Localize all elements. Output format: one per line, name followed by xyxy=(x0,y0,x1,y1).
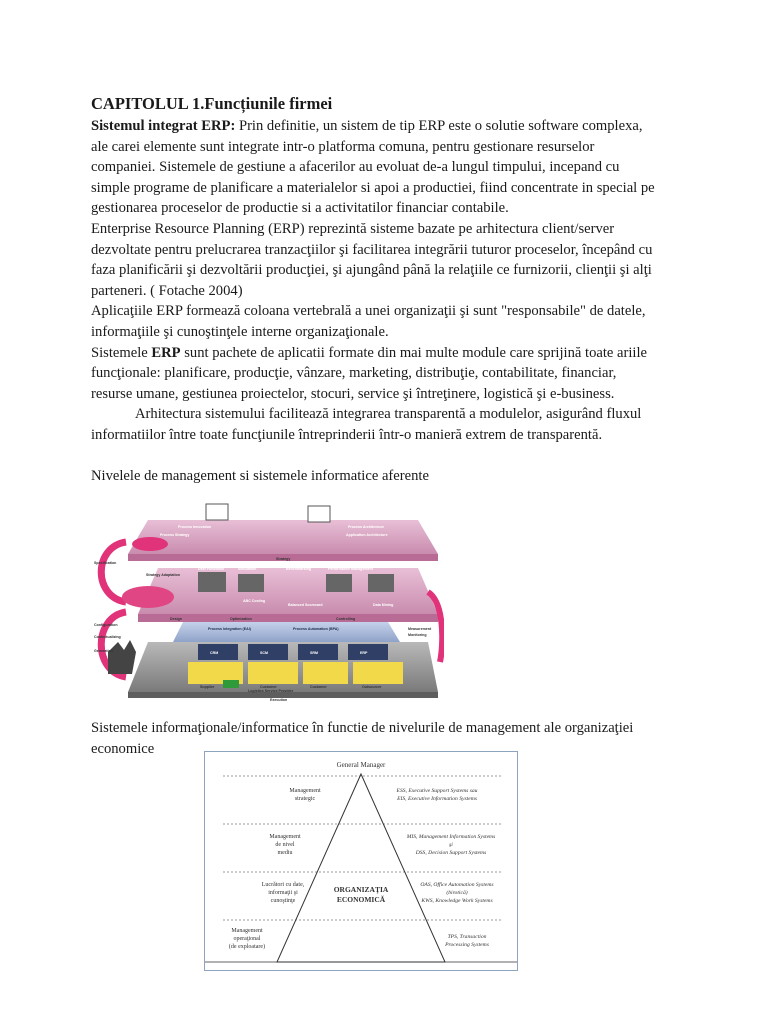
strategy-slab xyxy=(128,520,438,554)
monitor-icon xyxy=(206,504,228,520)
label-crm: CRM xyxy=(210,651,219,655)
svg-text:de nivel: de nivel xyxy=(275,842,295,848)
label-measurement: Measurement xyxy=(408,627,432,631)
svg-text:mediu: mediu xyxy=(277,850,293,856)
paragraph-erp-architecture: Arhitectura sistemului facilitează integrarea transparentă a modulelor, asigurând fluxul informatiilor între toate funcţiunile întreprinderii într-o manieră extrem de transparentă. xyxy=(91,406,642,443)
level-operational-label: Management xyxy=(231,928,263,934)
svg-text:Processing Systems: Processing Systems xyxy=(445,942,489,948)
label-balanced-scorecard: Balanced Scorecard xyxy=(288,603,323,607)
label-process-automation: Process Automation (BPA) xyxy=(293,627,339,631)
label-user-functions: User Functions xyxy=(198,567,225,571)
label-erp: ERP xyxy=(360,651,368,655)
svg-text:operaţional: operaţional xyxy=(233,936,261,942)
paragraph-erp-definition: Sistemul integrat ERP: Prin definitie, un sistem de tip ERP este o solutie software complexa, ale carei elemente sunt integrate intr-o platforma comuna, pentru gestionare resurselor companiei. Sistemele de gestiune a afacerilor au evoluat de-a lungul timpului, incepand cu simple programe de planificare a materialelor si apoi a productiei, fiind concentrate in special pe gestionarea proceselor de productie si a activitatilor financiar contabile. xyxy=(91,118,655,217)
svg-text:(de exploatare): (de exploatare) xyxy=(228,944,266,950)
module-scm xyxy=(248,644,288,660)
label-benchmarking: Benchmarking xyxy=(286,567,311,571)
monitor-icon xyxy=(238,574,264,592)
module-erp xyxy=(348,644,388,660)
chapter-title: CAPITOLUL 1.Funcțiunile firmei xyxy=(91,94,333,113)
monitor-icon xyxy=(198,572,226,592)
integration-slab xyxy=(173,622,400,642)
label-monitoring: Monitoring xyxy=(408,633,427,637)
hand-icon xyxy=(108,640,136,674)
label-optimization: Optimization xyxy=(230,617,252,621)
label-customer: Customer xyxy=(260,685,277,689)
heading-information-systems: Sistemele informaţionale/informatice în functie de nivelurile de management ale organizaţiei economice xyxy=(91,720,634,757)
system-oas-label: OAS, Office Automation Systems xyxy=(420,882,494,888)
label-srm: SRM xyxy=(310,651,318,655)
monitor-icon xyxy=(326,574,352,592)
system-ess-label: ESS, Executive Support Systems sau xyxy=(396,788,478,794)
pink-shape xyxy=(122,586,174,608)
module-srm xyxy=(298,644,338,660)
monitor-icon xyxy=(368,574,394,592)
body-text xyxy=(91,116,681,446)
pink-disk xyxy=(132,537,168,551)
customer-block-2 xyxy=(303,662,348,684)
system-dss-label: DSS, Decision Support Systems xyxy=(415,850,487,856)
label-strategy-adaptation: Strategy Adaptation xyxy=(146,573,181,577)
label-execution: Execution xyxy=(270,698,288,702)
paragraph-erp-applications: Aplicaţiile ERP formează coloana vertebrală a unei organizaţii şi sunt "responsabile" de datele, informaţiile şi cunoştinţele interne organizaţionale. xyxy=(91,303,646,340)
bold-erp: ERP xyxy=(151,344,181,361)
system-kws-label: KWS, Knowledge Work Systems xyxy=(421,898,493,904)
monitor-icon xyxy=(308,506,330,522)
bold-term: Sistemul integrat ERP: xyxy=(91,118,236,134)
level-workers-label: Lucrători cu date, xyxy=(261,882,305,888)
system-eis-label: EIS, Executive Information Systems xyxy=(397,796,477,802)
system-mis-label: MIS, Management Information Systems xyxy=(406,834,496,840)
truck-icon xyxy=(223,680,239,688)
label-specification: Specification xyxy=(94,561,117,565)
specification-arrow xyxy=(101,542,126,602)
label-outsourcer: Outsourcer xyxy=(362,685,382,689)
svg-text:şi: şi xyxy=(449,842,453,848)
label-design: Design xyxy=(170,617,182,621)
svg-text:ECONOMICĂ: ECONOMICĂ xyxy=(336,895,386,904)
label-generation: Generation xyxy=(94,649,113,653)
label-application-architecture: Application Architecture xyxy=(346,533,388,537)
label-process-strategy: Process Strategy xyxy=(160,533,190,537)
label-customer-2: Customer xyxy=(310,685,327,689)
label-process-integration: Process Integration (EAI) xyxy=(208,627,251,631)
level-strategic-label: Management xyxy=(289,788,321,794)
customer-block xyxy=(248,662,298,684)
outsourcer-block xyxy=(353,662,403,684)
system-tps-label: TPS, Transaction xyxy=(447,934,487,940)
label-controlling: Controlling xyxy=(336,617,356,621)
svg-text:(birotică): (birotică) xyxy=(446,890,468,896)
management-pyramid-figure xyxy=(204,751,518,971)
label-simulation: Simulation xyxy=(238,567,257,571)
label-supplier: Supplier xyxy=(200,685,215,689)
erp-architecture-figure xyxy=(88,502,444,702)
label-abc-costing: ABC Costing xyxy=(243,599,266,603)
label-configuration: Configuration xyxy=(94,623,118,627)
label-logistics-service-provider: Logistics Service Provider xyxy=(248,689,294,693)
pyramid-triangle xyxy=(277,774,445,962)
svg-text:cunoştinţe: cunoştinţe xyxy=(270,898,296,904)
label-data-mining: Data Mining xyxy=(373,603,394,607)
pyramid-center-label: ORGANIZAŢIA xyxy=(333,885,389,894)
svg-text:informaţii şi: informaţii şi xyxy=(268,890,298,896)
label-scm: SCM xyxy=(260,651,268,655)
label-process-innovation: Process Innovation xyxy=(178,525,212,529)
paragraph-erp-enterprise: Enterprise Resource Planning (ERP) reprezintă sisteme bazate pe arhitectura client/server dezvoltate pentru prelucrarea tranzacţiilor şi facilitarea integrării tuturor proceselor, începând cu faza planificării şi dezvoltării producţiei, şi ajungând până la relaţiile ce furnizorii, clienţii şi alţi parteneri. ( Fotache 2004) xyxy=(91,220,653,299)
label-strategy: Strategy xyxy=(276,557,291,561)
label-general-manager: General Manager xyxy=(336,761,386,769)
label-performance-management: Performance Management xyxy=(328,567,373,571)
label-process-architecture: Process Architecture xyxy=(348,525,385,529)
svg-text:strategic: strategic xyxy=(294,796,316,802)
level-middle-label: Management xyxy=(269,834,301,840)
heading-management-levels: Nivelele de management si sistemele informatice aferente xyxy=(91,468,429,484)
label-contextualizing: Contextualizing xyxy=(94,635,121,639)
paragraph-erp-modules: Sistemele ERP sunt pachete de aplicatii formate din mai multe module care sprijină toate ariile funcţionale: planificare, producţie, vânzare, marketing, distribuţie, contabilitate, financiar, resurse umane, gestiunea proiectelor, stocuri, service şi întreţinere, logistică şi e-business. xyxy=(91,344,648,402)
